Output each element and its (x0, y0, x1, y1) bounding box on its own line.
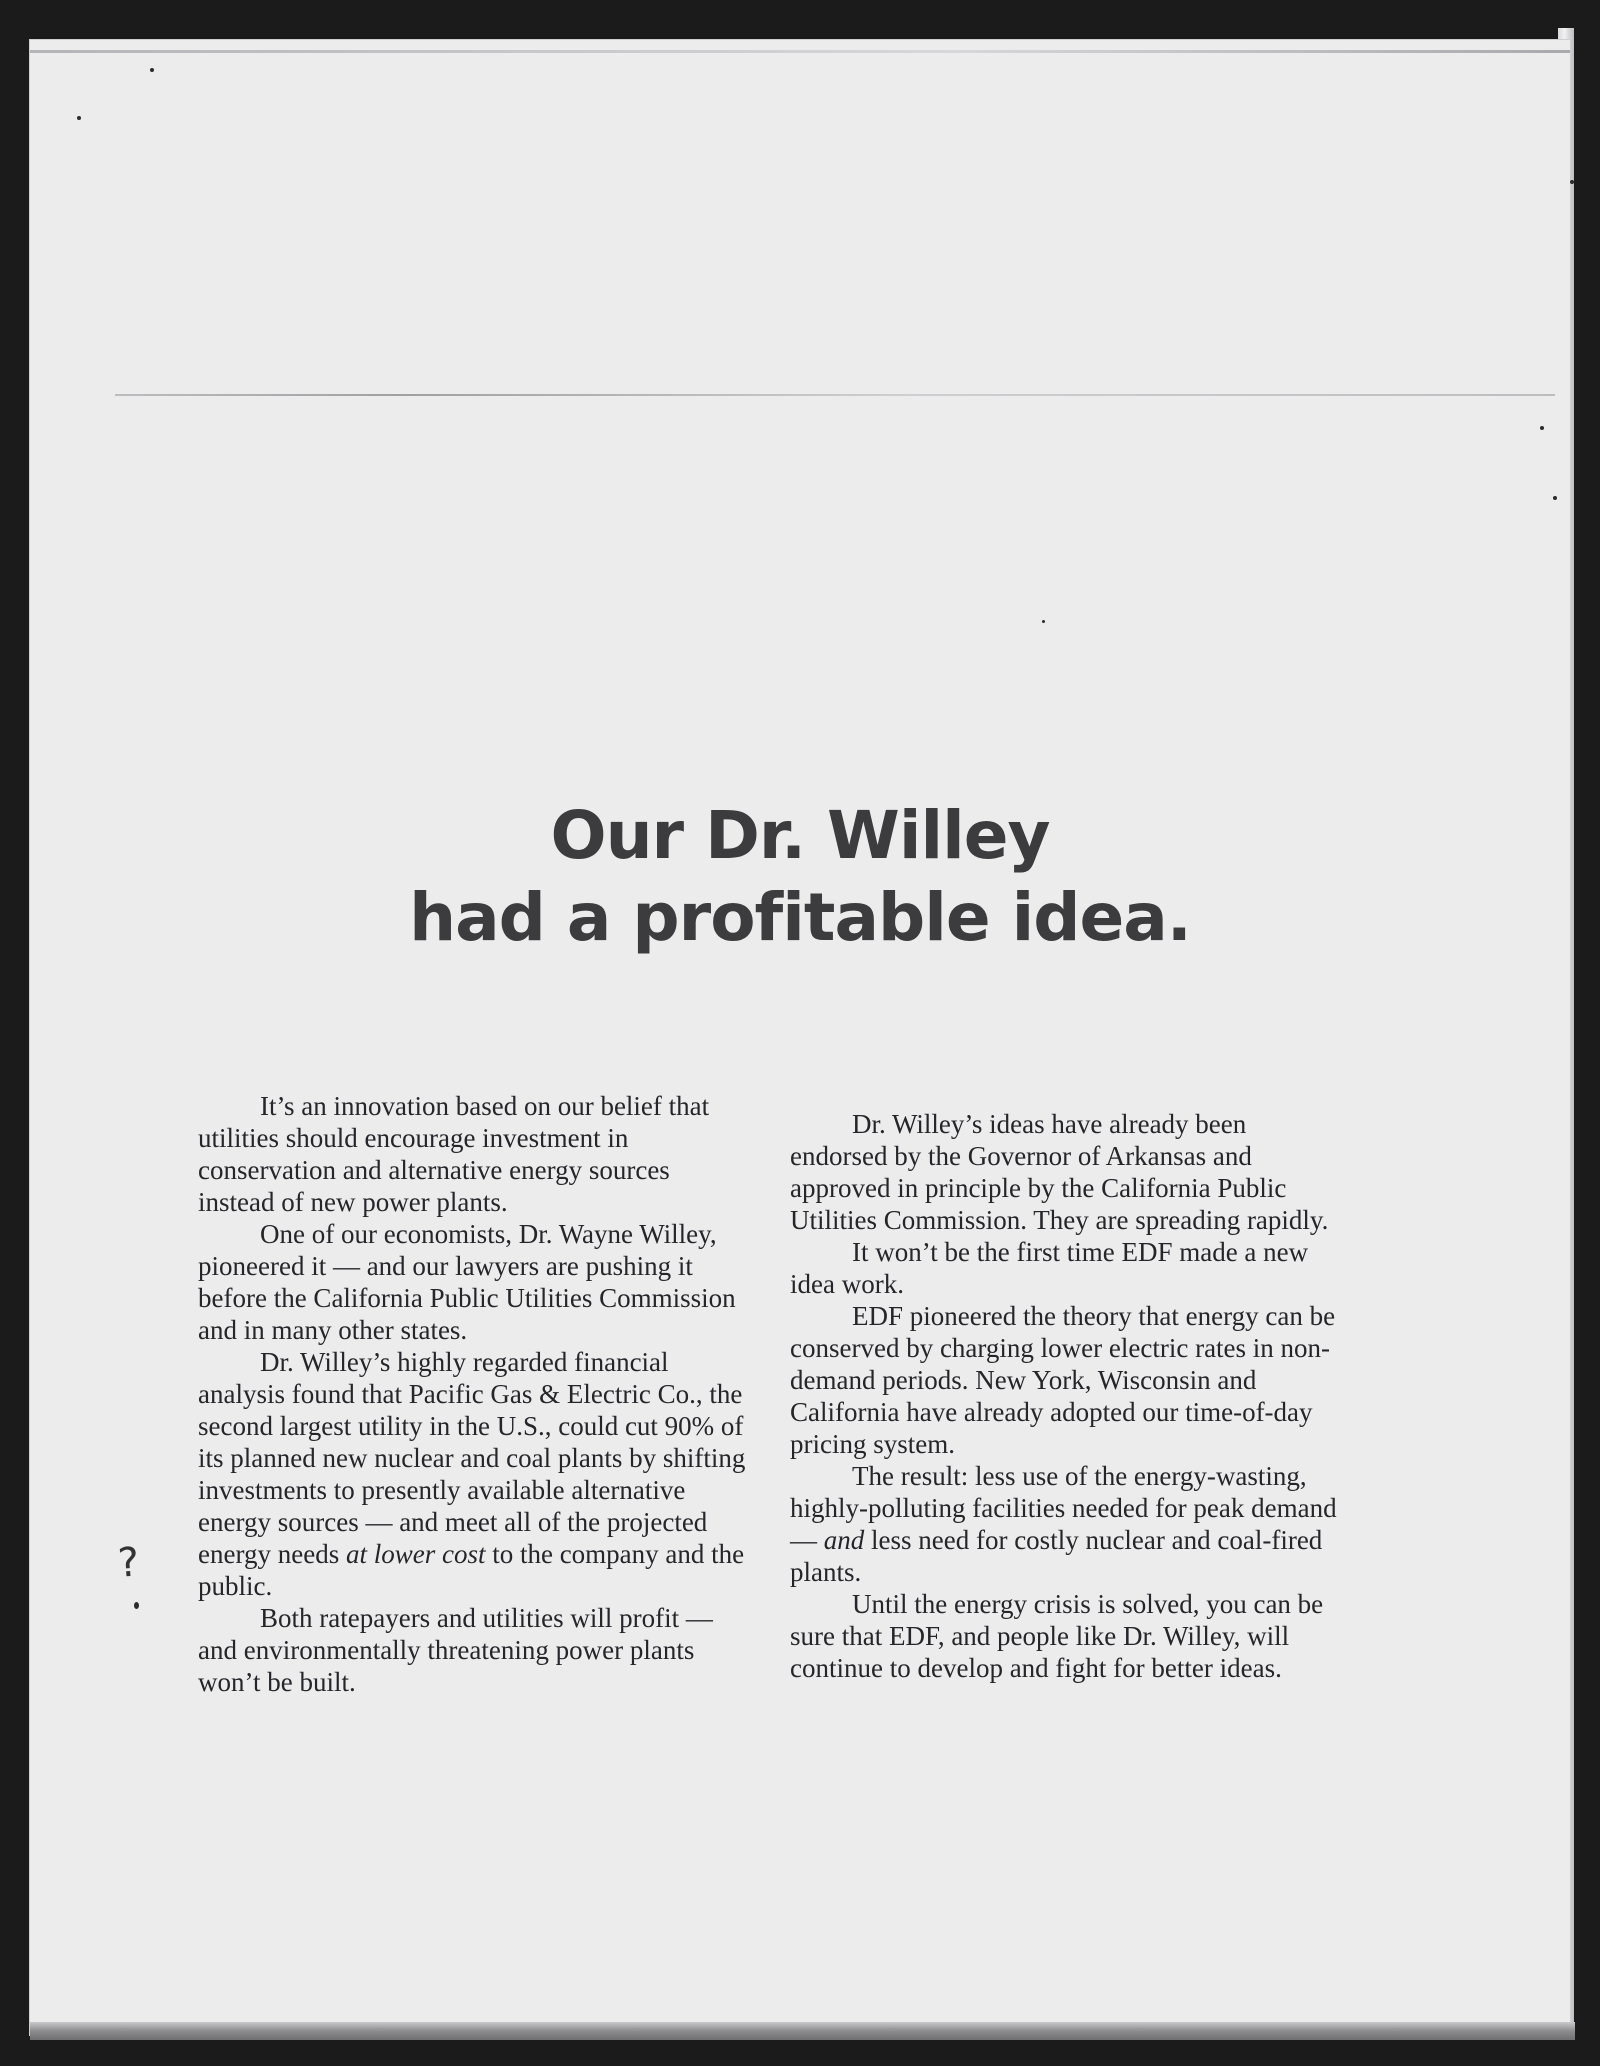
speck (150, 68, 154, 72)
left-paragraph-1: It’s an innovation based on our belief that utilities should encourage investment in conservation and alternative energy sources instead of new power plants. (198, 1091, 710, 1217)
left-paragraph-3 (198, 1346, 753, 1602)
right-paragraph-3: EDF pioneered the theory that energy can be conserved by charging lower electric rates in non-demand periods. New York, Wisconsin and California have already adopted our time-of-day pricing system. (790, 1301, 1336, 1459)
speck (1042, 620, 1045, 623)
left-paragraph-2: One of our economists, Dr. Wayne Willey, pioneered it — and our lawyers are pushing it before the California Public Utilities Commission and in many other states. (198, 1219, 736, 1345)
left-paragraph-3-end: to the company and the public. (198, 1539, 745, 1601)
right-paragraph-2: It won’t be the first time EDF made a new idea work. (790, 1237, 1309, 1299)
left-paragraph-3-start: Dr. Willey’s highly regarded financial analysis found that Pacific Gas & Electric Co., the second largest utility in the U.S., could cut 90% of its planned new nuclear and coal plants by shifting investments to presently available alternative energy sources — and meet all of the projected energy needs (198, 1347, 746, 1569)
scan-artifact-top (30, 50, 1570, 53)
document-page (30, 40, 1570, 2035)
right-paragraph-4-end: less need for costly nuclear and coal-fired plants. (790, 1525, 1323, 1587)
speck (134, 1602, 139, 1609)
speck (1553, 496, 1557, 500)
left-column (198, 1090, 753, 1698)
fold-line (115, 394, 1555, 396)
right-paragraph-1: Dr. Willey’s ideas have already been endorsed by the Governor of Arkansas and approved in principle by the California Public Utilities Commission. They are spreading rapidly. (790, 1109, 1329, 1235)
left-paragraph-4: Both ratepayers and utilities will profit — and environmentally threatening power plants won’t be built. (198, 1603, 713, 1697)
right-paragraph-4-start: The result: less use of the energy-wasting, highly-polluting facilities needed for peak demand — (790, 1461, 1337, 1555)
handwritten-question-mark: ? (116, 1539, 141, 1587)
paper-stack-edge-bottom (30, 2022, 1575, 2040)
left-paragraph-3-emphasis: at lower cost (345, 1539, 486, 1569)
headline-line-1: Our Dr. Willey (550, 797, 1050, 874)
right-paragraph-4-emphasis: and (823, 1525, 865, 1555)
headline-line-2: had a profitable idea. (409, 879, 1191, 956)
speck (77, 116, 81, 120)
right-column (790, 1108, 1345, 1684)
right-paragraph-4 (790, 1460, 1345, 1588)
speck (1540, 426, 1544, 430)
right-paragraph-5: Until the energy crisis is solved, you can be sure that EDF, and people like Dr. Willey, will continue to develop and fight for better ideas. (790, 1589, 1324, 1683)
speck (1570, 180, 1574, 184)
headline (30, 795, 1570, 959)
